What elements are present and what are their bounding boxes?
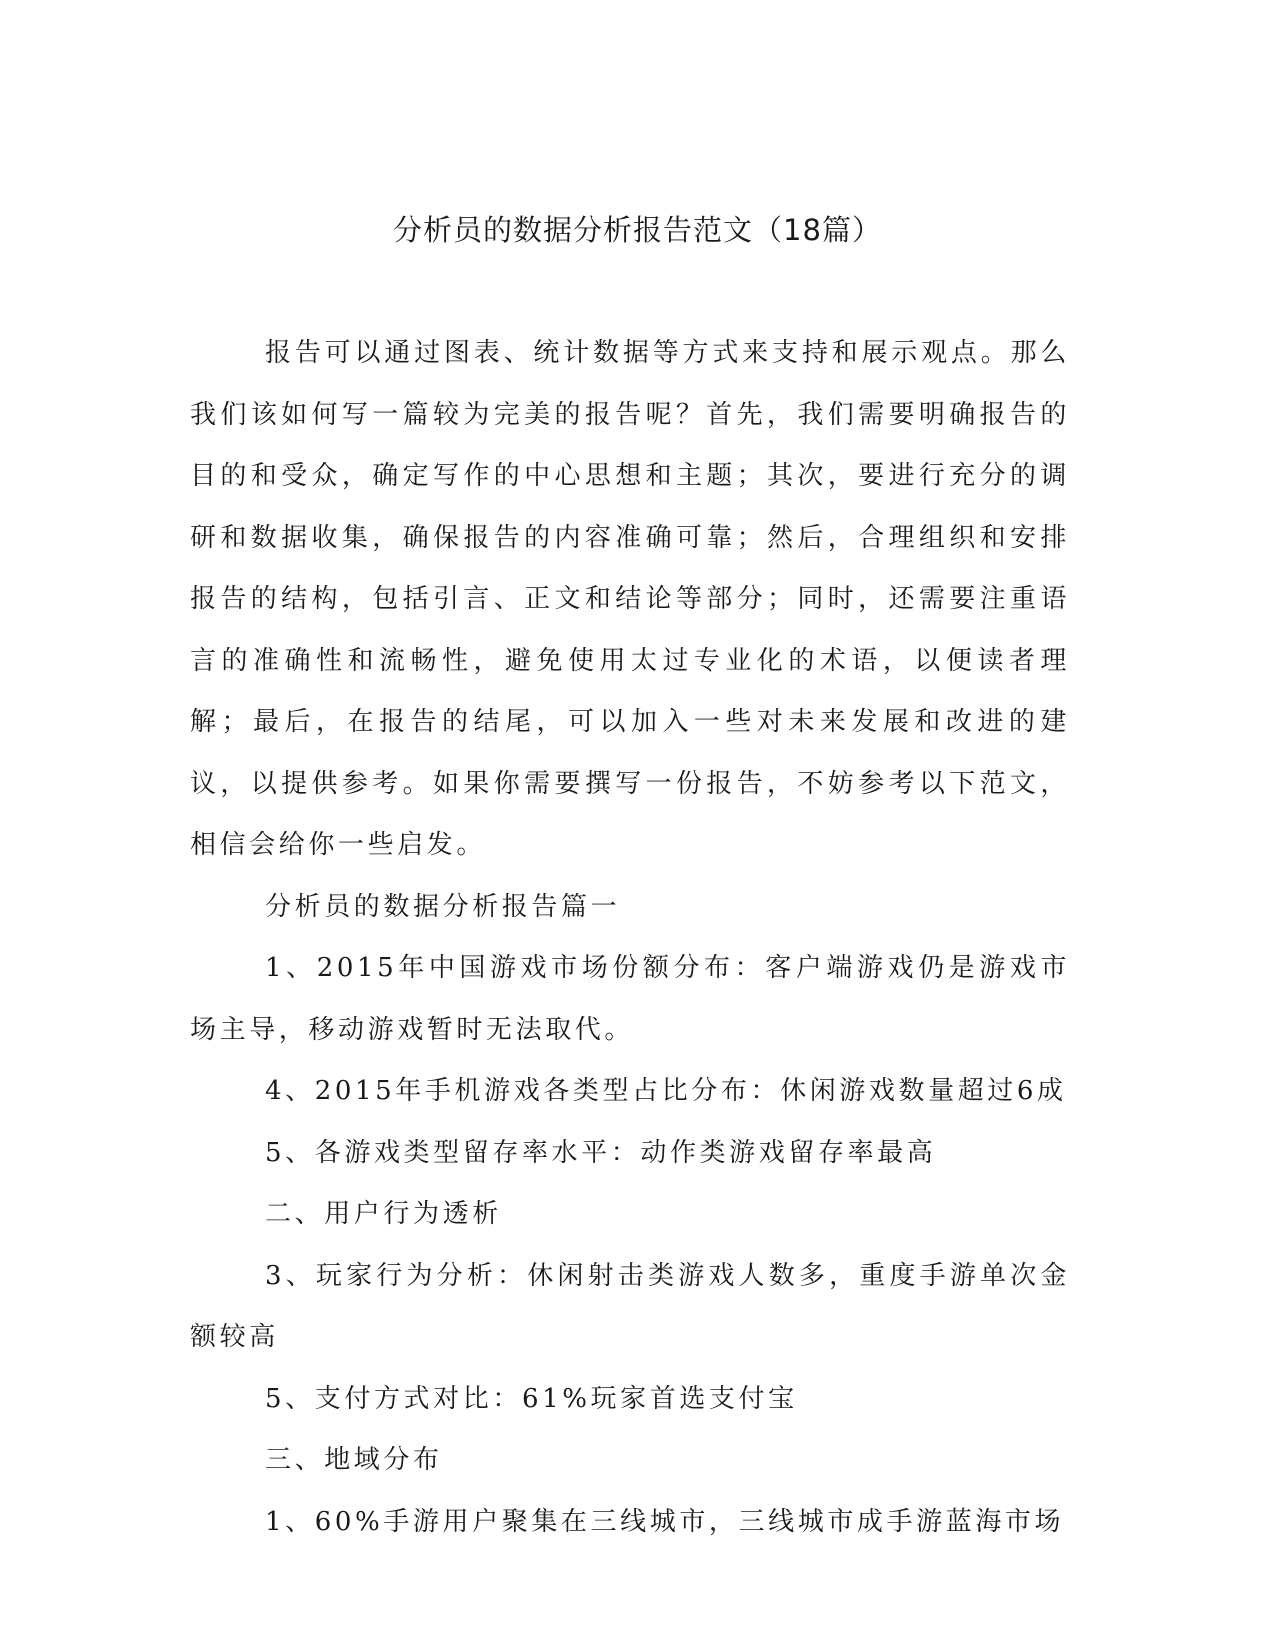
- list-item-third-tier-cities: 1、60%手游用户聚集在三线城市，三线城市成手游蓝海市场: [265, 1506, 1065, 1537]
- list-item-mobile-game-types: 4、2015年手机游戏各类型占比分布：休闲游戏数量超过6成: [265, 1076, 1067, 1106]
- section-heading-regional-distribution: 三、地域分布: [265, 1445, 443, 1475]
- intro-paragraph: 报告可以通过图表、统计数据等方式来支持和展示观点。那么我们该如何写一篇较为完美的报告呢？首先，我们需要明确报告的目的和受众，确定写作的中心思想和主题；其次，要进行充分的调研和数据收集，确保报告的内容准确可靠；然后，合理组织和安排报告的结构，包括引言、正文和结论等部分；同时，还需要注重语言的准确性和流畅性，避免使用太过专业化的术语，以便读者理解；最后，在报告的结尾，可以加入一些对未来发展和改进的建议，以提供参考。如果你需要撰写一份报告，不妨参考以下范文，相信会给你一些启发。: [190, 338, 1070, 860]
- section-heading-user-behavior: 二、用户行为透析: [265, 1199, 502, 1229]
- list-item-retention-rate: 5、各游戏类型留存率水平：动作类游戏留存率最高: [265, 1137, 937, 1168]
- list-item-market-share: 1、2015年中国游戏市场份额分布：客户端游戏仍是游戏市场主导，移动游戏暂时无法取代。: [190, 953, 1070, 1045]
- list-item-player-behavior: 3、玩家行为分析：休闲射击类游戏人数多，重度手游单次金额较高: [190, 1260, 1070, 1352]
- document-body: [190, 323, 1070, 1553]
- section-heading-part-one: 分析员的数据分析报告篇一: [265, 891, 621, 922]
- list-item-payment-methods: 5、支付方式对比：61%玩家首选支付宝: [265, 1383, 798, 1414]
- document-title: 分析员的数据分析报告范文（18篇）: [393, 213, 882, 247]
